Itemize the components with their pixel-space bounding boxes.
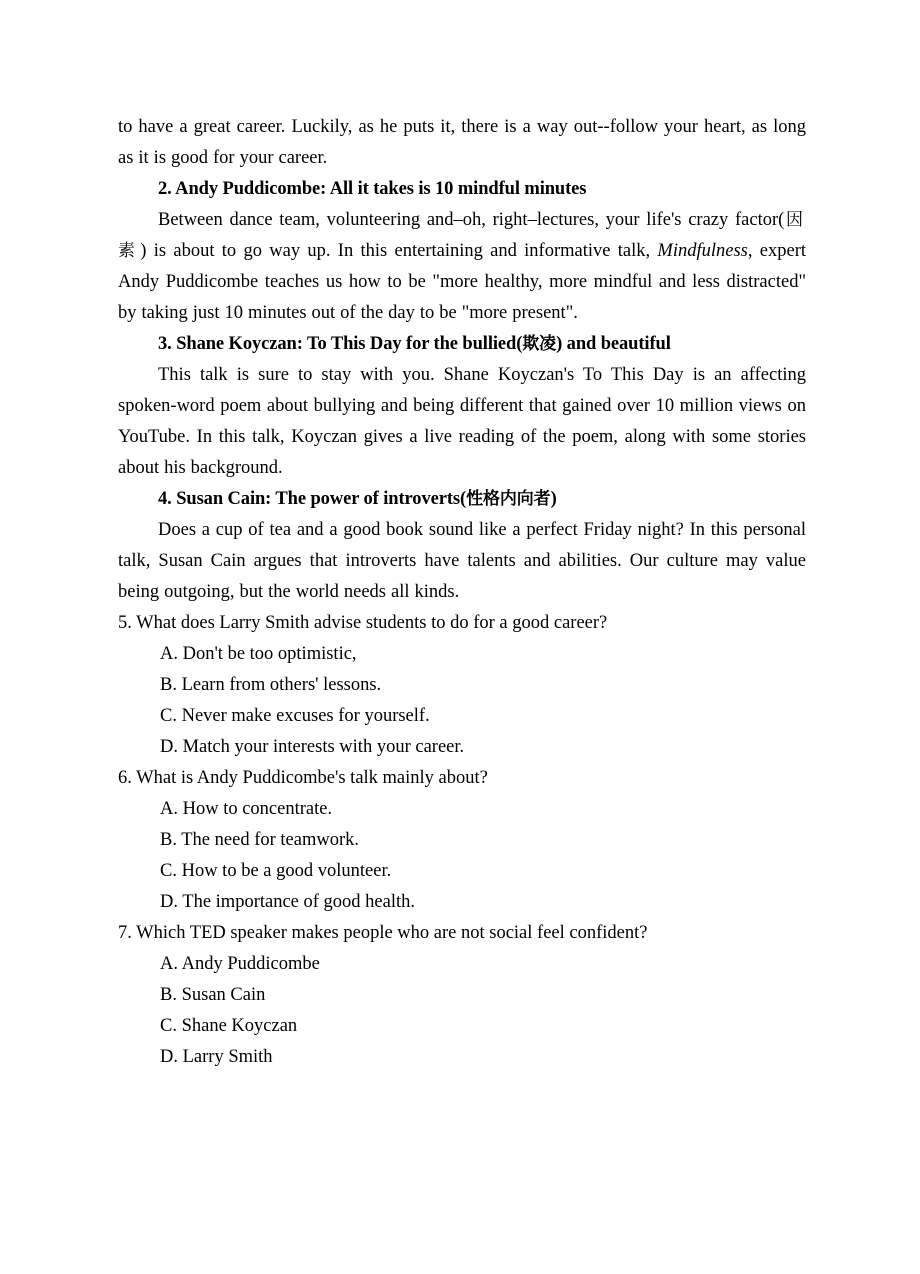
- section-4-gloss-cjk: 性格内向者: [466, 489, 551, 509]
- paragraph-continuation: to have a great career. Luckily, as he puts it, there is a way out--follow your heart, as long as it is good for your career.: [118, 117, 806, 168]
- section-heading-2: 2. Andy Puddicombe: All it takes is 10 mindful minutes: [158, 179, 587, 199]
- page-content: [118, 112, 806, 1073]
- question-5-option-a[interactable]: A. Don't be too optimistic,: [160, 644, 357, 664]
- section-2-text-post: , expert Andy Puddicombe teaches us how to be "more healthy, more mindful and less distracted" by taking just 10 minutes out of the day to be "more present".: [118, 241, 806, 323]
- section-2-text-mid: ) is about to go way up. In this entertaining and informative talk,: [140, 241, 658, 261]
- question-stem-6: 6. What is Andy Puddicombe's talk mainly about?: [118, 768, 488, 788]
- section-2-text-pre: Between dance team, volunteering and–oh, right–lectures, your life's crazy factor(: [158, 210, 785, 230]
- section-heading-4: [118, 484, 806, 515]
- question-7-option-b[interactable]: B. Susan Cain: [160, 985, 266, 1005]
- section-body-4: Does a cup of tea and a good book sound like a perfect Friday night? In this personal talk, Susan Cain argues that introverts have talents and abilities. Our culture may value being outgoing, but the world needs all kinds.: [118, 520, 806, 602]
- question-7-option-d[interactable]: D. Larry Smith: [160, 1047, 273, 1067]
- section-3-heading-post: ) and beautiful: [556, 334, 671, 354]
- question-6-option-a[interactable]: A. How to concentrate.: [160, 799, 333, 819]
- question-6-option-b[interactable]: B. The need for teamwork.: [160, 830, 359, 850]
- section-body-2: [118, 205, 806, 329]
- question-7-option-a[interactable]: A. Andy Puddicombe: [160, 954, 320, 974]
- section-3-heading-pre: 3. Shane Koyczan: To This Day for the bullied(: [158, 334, 523, 354]
- question-7-option-c[interactable]: C. Shane Koyczan: [160, 1016, 298, 1036]
- section-4-heading-post: ): [550, 489, 557, 509]
- section-2-italic-term: Mindfulness: [657, 241, 748, 261]
- question-5-option-d[interactable]: D. Match your interests with your career.: [160, 737, 465, 757]
- question-6-option-d[interactable]: D. The importance of good health.: [160, 892, 415, 912]
- question-5-option-c[interactable]: C. Never make excuses for yourself.: [160, 706, 430, 726]
- section-heading-3: [118, 329, 806, 360]
- question-stem-5: 5. What does Larry Smith advise students to do for a good career?: [118, 613, 608, 633]
- question-stem-7: 7. Which TED speaker makes people who are not social feel confident?: [118, 923, 648, 943]
- section-2-gloss-cjk: 因素: [118, 210, 807, 261]
- section-4-heading-pre: 4. Susan Cain: The power of introverts(: [158, 489, 467, 509]
- question-6-option-c[interactable]: C. How to be a good volunteer.: [160, 861, 392, 881]
- section-body-3: This talk is sure to stay with you. Shane Koyczan's To This Day is an affecting spoken-word poem about bullying and being different that gained over 10 million views on YouTube. In this talk, Koyczan gives a live reading of the poem, along with some stories about his background.: [118, 365, 806, 478]
- question-5-option-b[interactable]: B. Learn from others' lessons.: [160, 675, 382, 695]
- section-3-gloss-cjk: 欺凌: [522, 334, 557, 354]
